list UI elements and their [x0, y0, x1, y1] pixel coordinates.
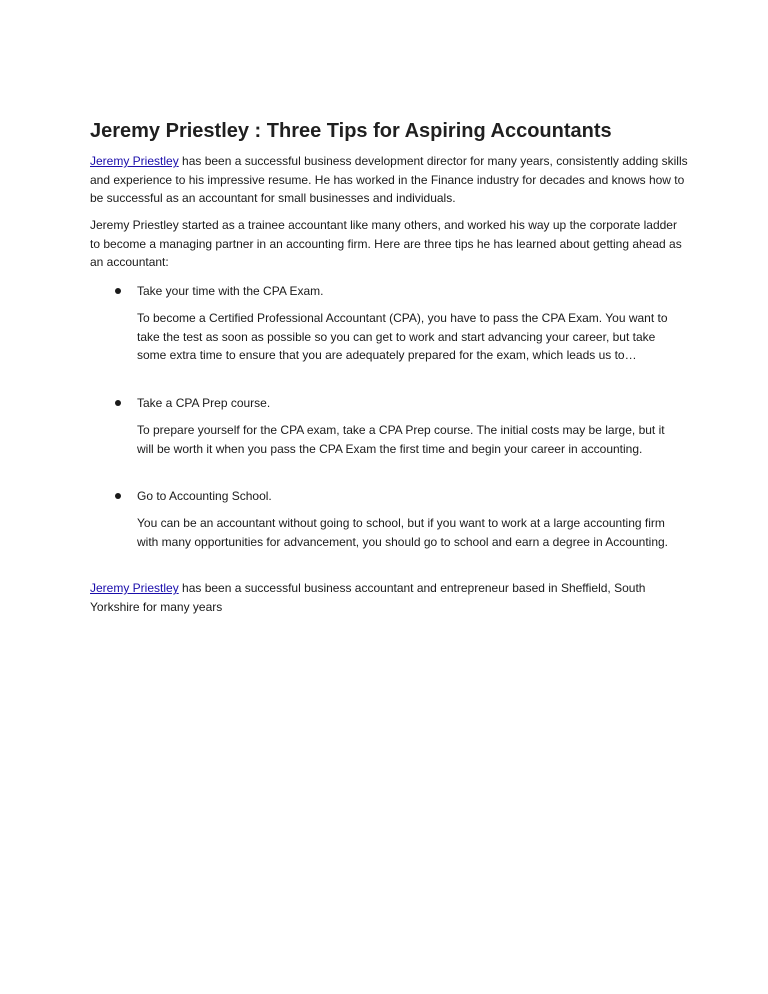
tip-body-2: To prepare yourself for the CPA exam, take a CPA Prep course. The initial costs may be large, but it will be worth it when you pass the CPA Exam the first time and begin your career in accounting.: [137, 423, 665, 456]
career-paragraph: Jeremy Priestley started as a trainee accountant like many others, and worked his way up the corporate ladder to become a managing partner in an accounting firm. Here are three tips he has learned about getting ahead as an accountant:: [90, 218, 682, 269]
tip-body-3: You can be an accountant without going to school, but if you want to work at a large accounting firm with many opportunities for advancement, you should go to school and earn a degree in Accounting.: [137, 516, 669, 549]
tip-heading-1: Take your time with the CPA Exam.: [137, 284, 324, 298]
author-link[interactable]: Jeremy Priestley: [90, 154, 179, 168]
document-title: Jeremy Priestley : Three Tips for Aspiring Accountants: [90, 120, 612, 142]
tip-body-1: To become a Certified Professional Accountant (CPA), you have to pass the CPA Exam. You want to take the test as soon as possible so you can get to work and start advancing your career, but take some extra time to ensure that you are adequately prepared for the exam, which leads us to…: [137, 311, 668, 362]
tip-heading-2: Take a CPA Prep course.: [137, 396, 271, 410]
closing-text: has been a successful business accountant and entrepreneur based in Sheffield, South Yorkshire for many years: [90, 581, 646, 614]
tip-heading-3: Go to Accounting School.: [137, 489, 272, 503]
bullet-icon: [115, 400, 121, 406]
closing-paragraph: [90, 579, 690, 616]
intro-paragraph: [90, 152, 690, 208]
bullet-icon: [115, 493, 121, 499]
bullet-icon: [115, 288, 121, 294]
intro-text: has been a successful business development director for many years, consistently adding skills and experience to his impressive resume. He has worked in the Finance industry for decades and knows how to be successful as an accountant for small businesses and individuals.: [90, 154, 688, 205]
author-link[interactable]: Jeremy Priestley: [90, 581, 179, 595]
